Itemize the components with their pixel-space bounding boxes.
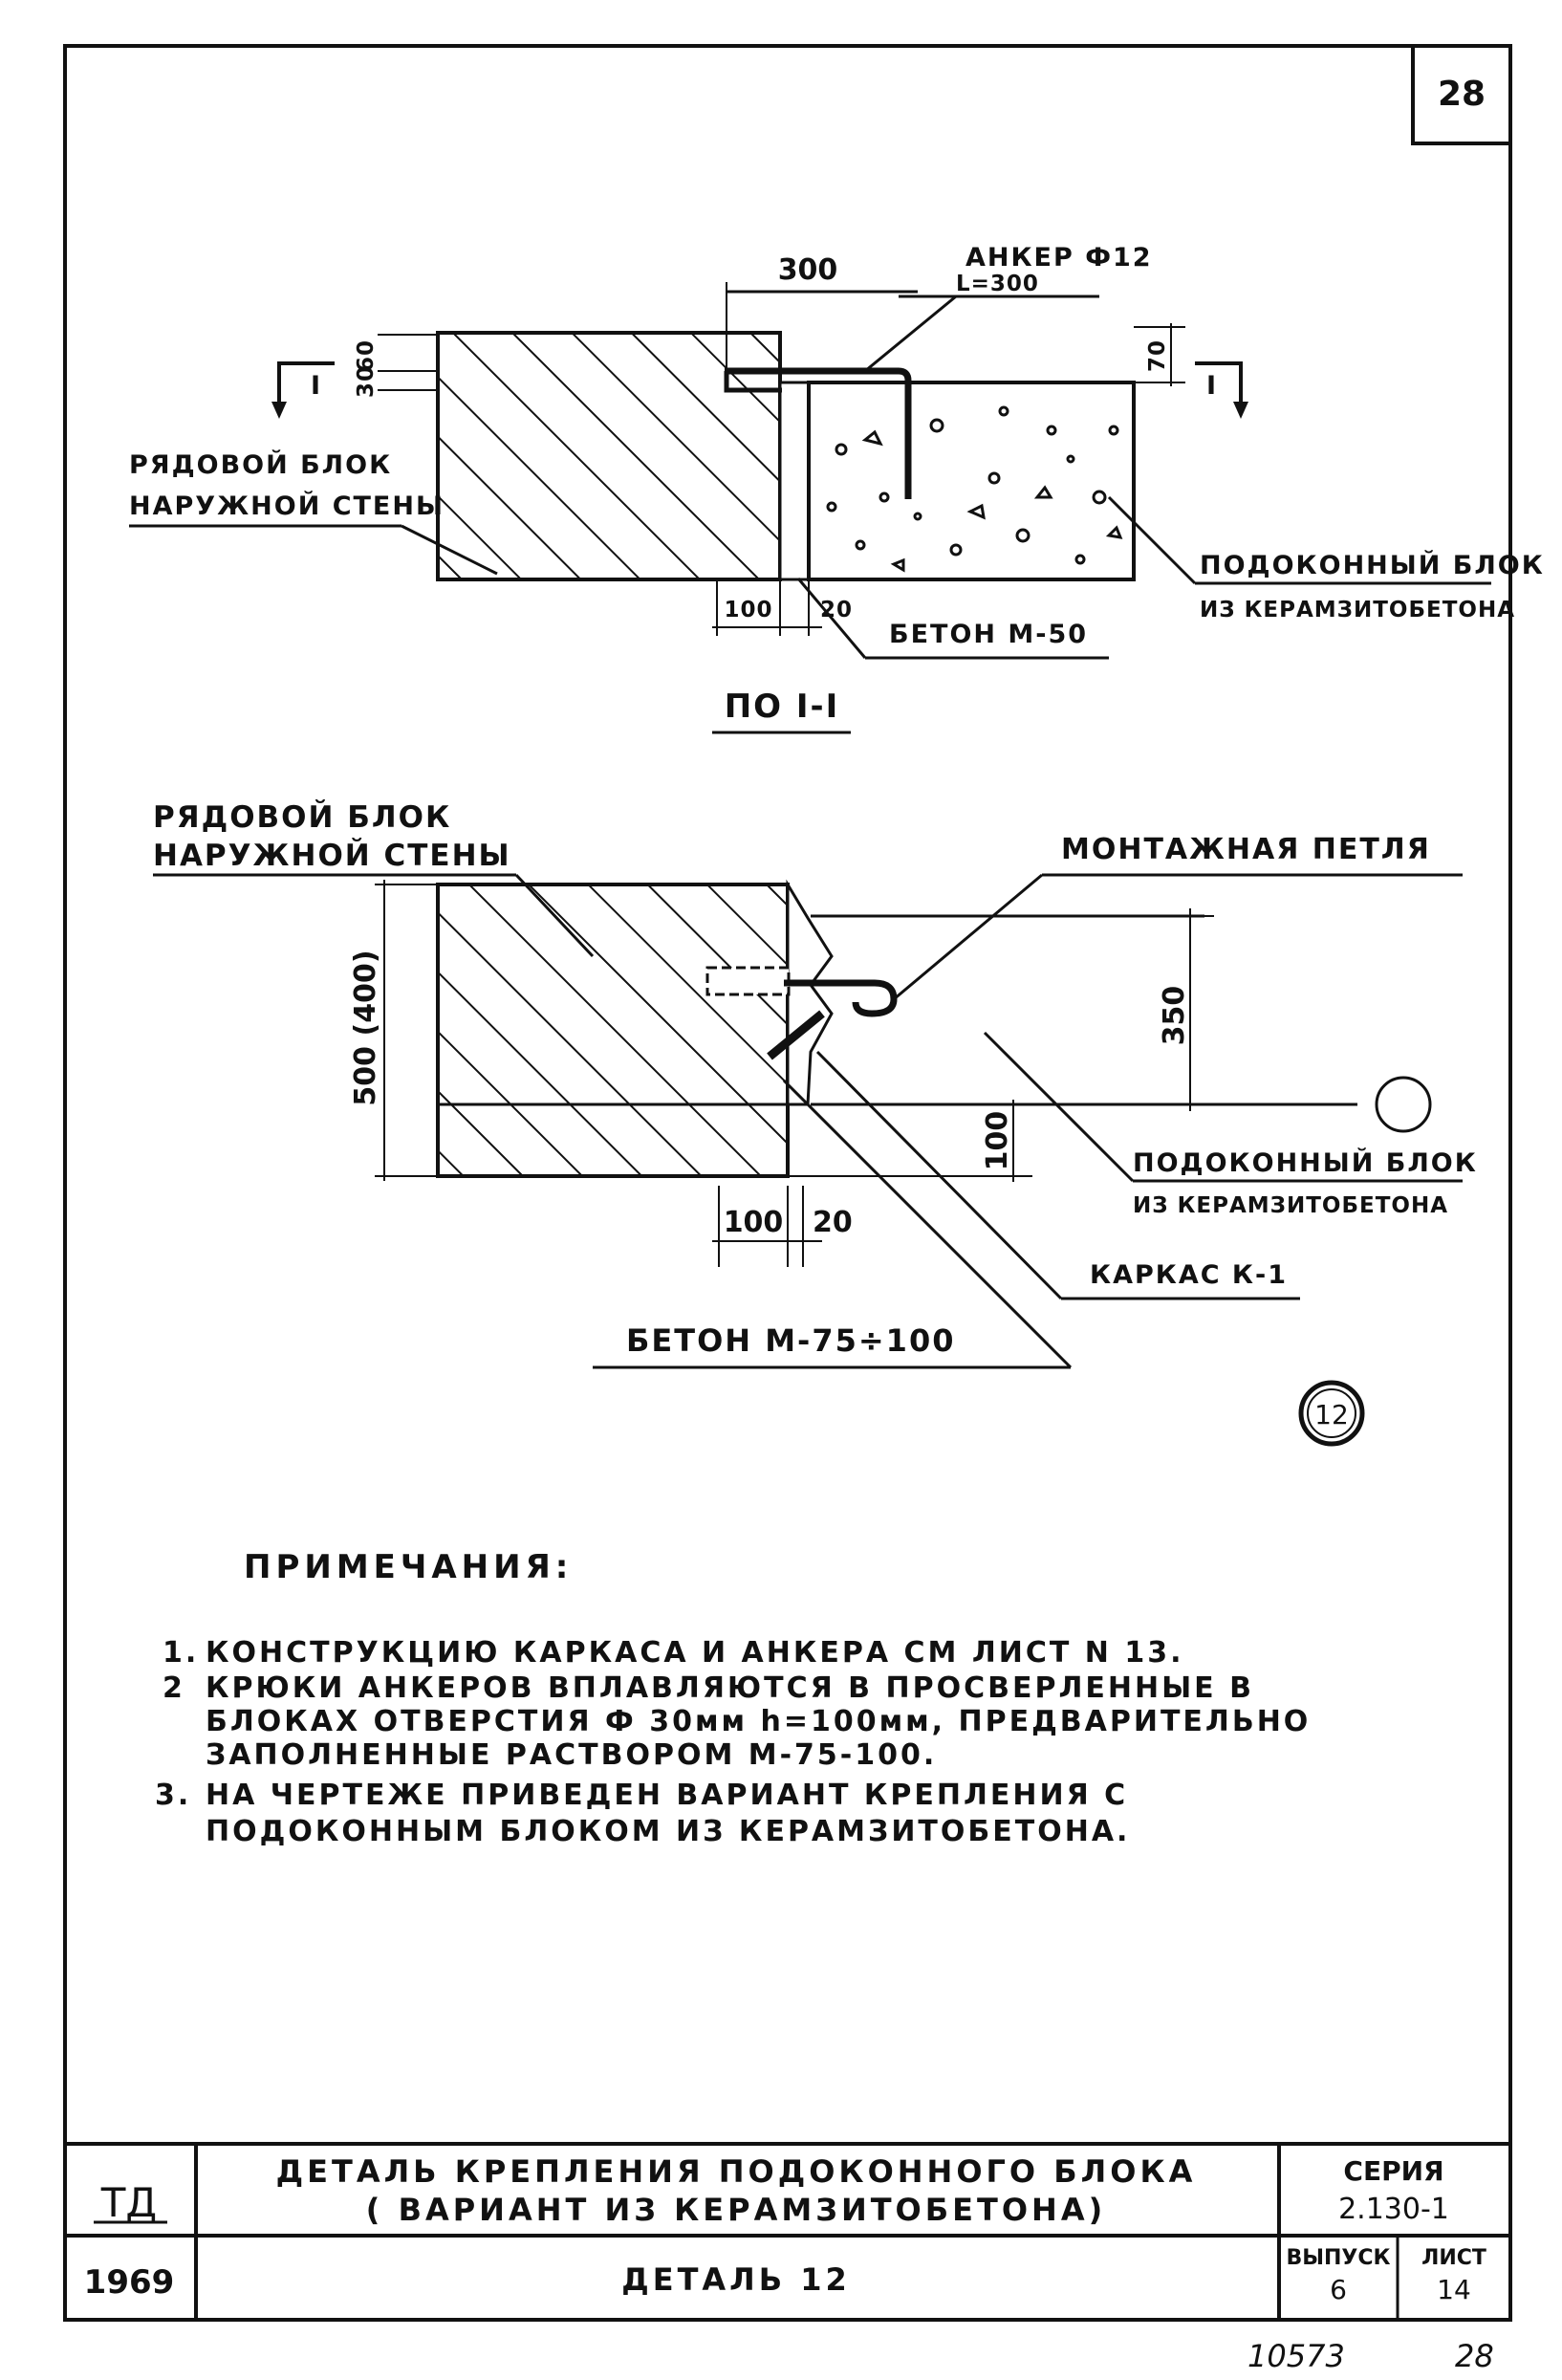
joint-marker-circle: [1377, 1078, 1430, 1131]
issue-label: ВЫПУСК: [1286, 2246, 1391, 2270]
page-handwritten: 28: [1455, 2338, 1494, 2374]
dim-300-plan: 300: [777, 253, 838, 287]
series-label: СЕРИЯ: [1343, 2155, 1444, 2187]
concrete-label-sec: БЕТОН М-75÷100: [626, 1322, 956, 1359]
top-view: [129, 243, 1545, 658]
detail-title: ДЕТАЛЬ 12: [621, 2261, 851, 2298]
wall-block-label-2: НАРУЖНОЙ СТЕНЫ: [129, 491, 445, 521]
section-mark-right: [1195, 363, 1248, 419]
frame-label: КАРКАС К-1: [1090, 1260, 1288, 1290]
dim-100-vertical: 100: [981, 1110, 1014, 1171]
year: 1969: [83, 2263, 175, 2302]
title-line-2: ( ВАРИАНТ ИЗ КЕРАМЗИТОБЕТОНА): [365, 2192, 1107, 2228]
svg-text:12: 12: [1314, 1399, 1349, 1430]
notes: [155, 1548, 1311, 1848]
note-1-text: КОНСТРУКЦИЮ КАРКАСА И АНКЕРА СМ ЛИСТ N 13.: [206, 1636, 1184, 1670]
note-2-num: 2: [163, 1671, 185, 1705]
org-mark: ТД: [100, 2179, 158, 2226]
dim-30: 30: [354, 364, 379, 399]
sheet-value: 14: [1437, 2274, 1471, 2305]
anchor-length: L=300: [956, 272, 1039, 296]
dim-350: 350: [1158, 985, 1191, 1046]
sill-block-plan: [809, 382, 1134, 579]
title-block: [65, 2144, 1510, 2320]
wall-block-label-sec-2: НАРУЖНОЙ СТЕНЫ: [153, 839, 511, 873]
anchor-sleeve: [707, 968, 789, 994]
note-3-text: НА ЧЕРТЕЖЕ ПРИВЕДЕН ВАРИАНТ КРЕПЛЕНИЯ С: [206, 1779, 1129, 1812]
inventory-number: 10573: [1247, 2338, 1345, 2374]
concrete-joint-plan: [780, 382, 809, 579]
sill-label-sec-2: ИЗ КЕРАМЗИТОБЕТОНА: [1133, 1193, 1449, 1218]
notes-title: ПРИМЕЧАНИЯ:: [244, 1548, 574, 1586]
sill-block-label-1: ПОДОКОННЫЙ БЛОК: [1200, 551, 1545, 580]
svg-text:I: I: [311, 371, 323, 401]
note-3-line2: ПОДОКОННЫМ БЛОКОМ ИЗ КЕРАМЗИТОБЕТОНА.: [206, 1815, 1131, 1848]
section-view: [153, 800, 1478, 1367]
note-2-line3: ЗАПОЛНЕННЫЕ РАСТВОРОМ М-75-100.: [206, 1738, 938, 1772]
note-3-num: 3.: [155, 1779, 192, 1812]
note-2-line2: БЛОКАХ ОТВЕРСТИЯ Ф 30мм h=100мм, ПРЕДВАРИТЕЛЬНО: [206, 1705, 1312, 1738]
dim-500-400: 500 (400): [349, 950, 382, 1106]
anchor-label: АНКЕР Ф12: [965, 243, 1153, 273]
svg-text:I: I: [1206, 371, 1219, 401]
wall-block-label-sec-1: РЯДОВОЙ БЛОК: [153, 800, 452, 835]
note-1-num: 1.: [163, 1636, 200, 1670]
dim-20-plan: 20: [820, 598, 854, 622]
series-value: 2.130-1: [1338, 2193, 1449, 2226]
section-mark-left: [271, 363, 335, 419]
note-2-text: КРЮКИ АНКЕРОВ ВПЛАВЛЯЮТСЯ В ПРОСВЕРЛЕННЫЕ В: [206, 1671, 1254, 1705]
wall-block-label-1: РЯДОВОЙ БЛОК: [129, 450, 393, 480]
dim-60: 60: [354, 338, 379, 373]
title-line-1: ДЕТАЛЬ КРЕПЛЕНИЯ ПОДОКОННОГО БЛОКА: [275, 2153, 1197, 2190]
sheet-label: ЛИСТ: [1421, 2246, 1486, 2270]
sill-block-label-2: ИЗ КЕРАМЗИТОБЕТОНА: [1200, 598, 1516, 622]
section-title: ПО I-I: [724, 688, 840, 726]
wall-block-section: [438, 884, 788, 1176]
dim-20-section: 20: [813, 1206, 853, 1239]
sill-label-sec-1: ПОДОКОННЫЙ БЛОК: [1133, 1148, 1478, 1178]
loop-label: МОНТАЖНАЯ ПЕТЛЯ: [1061, 833, 1431, 866]
detail-number-badge: [1301, 1383, 1362, 1444]
concrete-label-plan: БЕТОН М-50: [889, 620, 1089, 649]
dim-100-horizontal: 100: [723, 1206, 784, 1239]
sheet-number: 28: [1437, 75, 1486, 114]
dim-100-plan: 100: [724, 598, 773, 622]
sheet-number-box: [1413, 46, 1510, 143]
issue-value: 6: [1330, 2274, 1347, 2305]
dim-70: 70: [1145, 338, 1170, 373]
